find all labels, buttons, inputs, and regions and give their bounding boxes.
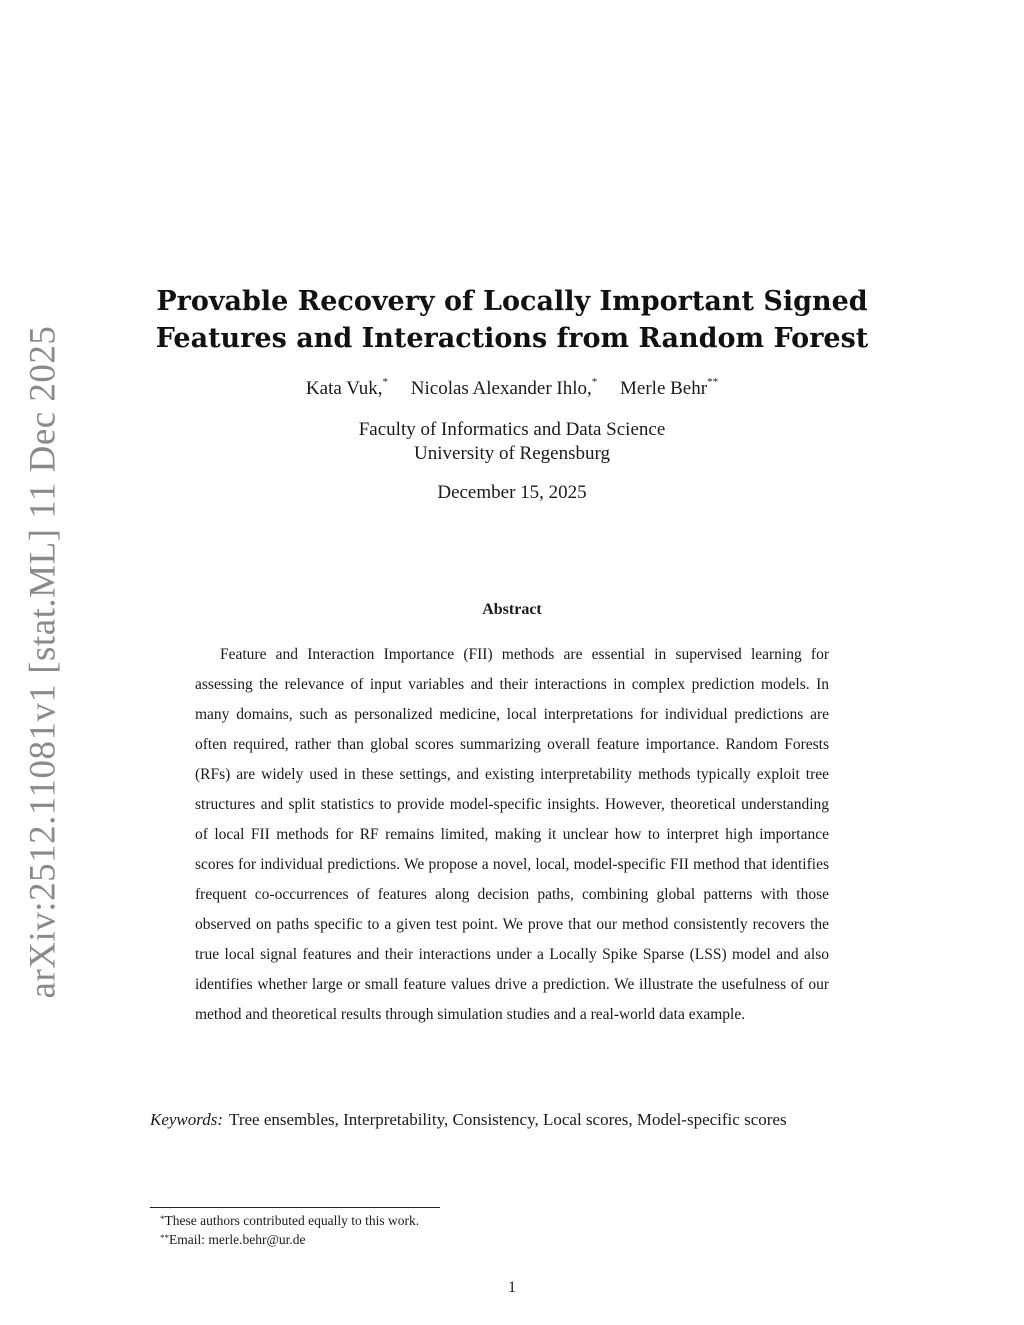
footnote-text[interactable]: Email: merle.behr@ur.de — [169, 1232, 306, 1247]
paper-title-line-1: Provable Recovery of Locally Important Signed — [156, 286, 868, 317]
author-merle-behr — [620, 378, 718, 399]
footnote-divider — [150, 1207, 440, 1208]
author-list — [120, 378, 904, 400]
author-kata-vuk — [306, 378, 388, 399]
footnote-equal-contribution — [160, 1211, 860, 1230]
affiliation — [120, 418, 904, 466]
footnote-mark: * — [160, 1214, 165, 1224]
footnote-email — [160, 1230, 860, 1249]
author-footnote-mark[interactable]: ** — [707, 376, 719, 388]
author-name: Kata Vuk, — [305, 378, 383, 399]
keywords-line — [150, 1110, 910, 1130]
author-name: Nicolas Alexander Ihlo, — [410, 378, 592, 399]
keywords-text: Tree ensembles, Interpretability, Consistency, Local scores, Model-specific scores — [229, 1110, 787, 1129]
footnote-mark: ** — [160, 1233, 169, 1243]
author-name: Merle Behr — [620, 378, 708, 399]
publication-date: December 15, 2025 — [437, 482, 587, 503]
abstract-text: Feature and Interaction Importance (FII) methods are essential in supervised learning for assessing the relevance of input variables and their interactions in complex prediction models. In many domains, such as personalized medicine, local interpretations for individual predictions are often required, rather than global scores summarizing overall feature importance. Random Forests (RFs) are widely used in these settings, and existing interpretability methods typically exploit tree structures and split statistics to provide model-specific insights. However, theoretical understanding of local FII methods for RF remains limited, making it unclear how to interpret high importance scores for individual predictions. We propose a novel, local, model-specific FII method that identifies frequent co-occurrences of features along decision paths, combining global patterns with those observed on paths specific to a given test point. We prove that our method consistently recovers the true local signal features and their interactions under a Locally Spike Sparse (LSS) model and also identifies whether large or small feature values drive a prediction. We illustrate the usefulness of our method and theoretical results through simulation studies and a real-world data example. — [195, 646, 829, 1023]
footnotes — [160, 1211, 860, 1249]
author-footnote-mark[interactable]: * — [382, 376, 389, 388]
author-footnote-mark[interactable]: * — [591, 376, 598, 388]
footnote-text: These authors contributed equally to this work. — [164, 1213, 420, 1228]
author-nicolas-alexander-ihlo — [411, 378, 597, 399]
keywords-label: Keywords: — [150, 1110, 224, 1129]
affiliation-faculty: Faculty of Informatics and Data Science — [358, 419, 666, 440]
affiliation-university: University of Regensburg — [414, 443, 610, 464]
paper-title-line-2: Features and Interactions from Random Forest — [155, 323, 869, 354]
abstract-heading: Abstract — [482, 601, 542, 618]
page-number: 1 — [508, 1279, 516, 1296]
paper-title — [120, 283, 904, 357]
arxiv-identifier-stamp[interactable]: arXiv:2512.11081v1 [stat.ML] 11 Dec 2025 — [22, 325, 64, 999]
